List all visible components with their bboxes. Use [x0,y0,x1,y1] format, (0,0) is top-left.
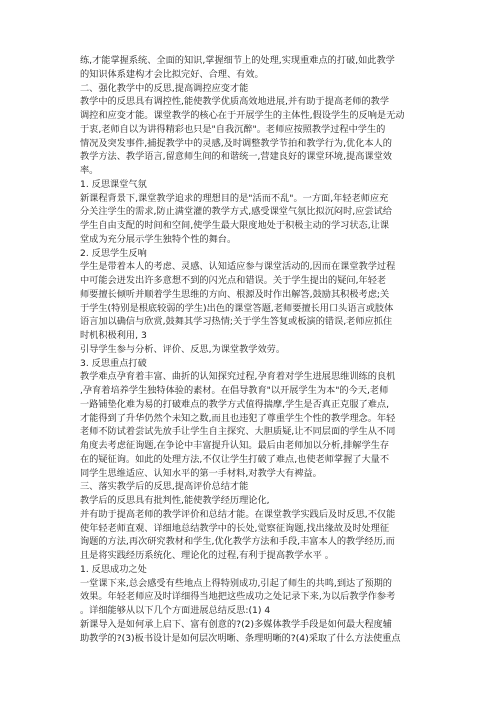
text-line: 才能得到了升华仍然个未知之数,而且也违犯了尊重学生个性的教学理念。年轻 [80,412,396,424]
text-line: 二、强化教学中的反思,提高调控应变才能 [80,82,249,94]
text-line: 新课导入是如何承上启下、富有创意的?(2)多媒体教学手段是如何最大程度辅 [80,618,392,630]
text-line: 同学生思维适应、认知水平的第一手材料,对教学大有裨益。 [80,467,322,479]
text-line: 三、落实教学后的反思,提高评价总结才能 [80,481,249,493]
text-line: 学生自由支配的时间和空间,使学生最大限度地处于积极主动的学习状态,让课 [80,220,390,231]
text-line: 于学生(特别是根底较弱的学生)出色的课堂答题,老师要擅长用口头语言或肢体 [80,302,394,314]
text-line: 学生是带着本人的考虑、灵感、认知适应参与课堂活动的,因而在课堂教学过程 [80,261,396,273]
text-line: 。详细能够从以下几个方面进展总结反思:(1) 4 [80,605,271,616]
text-line: 3. 反思重点打破 [80,357,147,369]
text-line: 堂成为充分展示学生独特个性的舞台。 [80,233,237,245]
text-line: 询题的方法,再次研究教材和学生,优化教学方法和手段,丰富本人的教学经历,而 [80,536,395,548]
text-line: 助教学的?(3)板书设计是如何层次明晰、条理明晰的?(4)采取了什么方法使重点 [80,632,401,644]
text-line: 教学中的反思具有调控性,能使教学优质高效地进展,并有助于提高老师的教学 [80,96,390,108]
text-line: 1. 反思成功之处 [80,563,147,575]
text-line: 于衷,老师自以为讲得精彩也只是"自我沉醉"。老师应按照教学过程中学生的 [80,123,386,135]
text-line: 一堂课下来,总会感受有些地点上得特别成功,引起了师生的共鸣,到达了预期的 [80,577,392,589]
text-line: 效果。年轻老师应及时详细得当地把这些成功之处记录下来,为以后教学作参考 [80,591,396,603]
text-line: 中可能会迸发出许多意想不到的闪光点和错误。关于学生提出的疑问,年轻老 [80,275,387,286]
text-line: 新课程背景下,课堂教学追求的理想目的是"活而不乱"。一方面,年轻老师应充 [80,192,389,204]
text-line: 且是将实践经历系统化、理论化的过程,有利于提高教学水平 。 [80,550,334,561]
text-line: 率。 [80,165,99,176]
text-line: 分关注学生的需求,防止满堂灌的教学方式,感受课堂气氛比拟沉闷时,应尝试给 [80,206,392,218]
text-line: 在的疑征询。如此的处理方法,不仅让学生打破了难点,也使老师掌握了大量不 [80,453,390,465]
text-line: 并有助于提高老师的教学评价和总结才能。在课堂教学实践后及时反思,不仅能 [80,508,396,520]
text-line: 引导学生参与分析、评价、反思,为课堂教学效劳。 [80,343,286,355]
text-line: ,孕育着培养学生独特体验的素材。在倡导教育"以开展学生为本"的今天,老师 [80,385,389,396]
body-text [80,54,420,645]
text-line: 情况及突发事件,捕捉教学中的灵感,及时调整教学节拍和教学行为,优化本人的 [80,137,392,149]
text-line: 时机积极利用, 3 [80,330,147,341]
text-line: 教学后的反思具有批判性,能使教学经历理论化, [80,495,270,506]
text-line: 练,才能掌握系统、全面的知识,掌握细节上的处理,实现重难点的打破,如此教学 [80,55,395,66]
text-line: 1. 反思课堂气氛 [80,178,147,190]
text-line: 的知识体系建构才会比拟完好、合理、有效。 [80,68,264,80]
text-line: 一路铺垫化难为易的打破难点的教学方式值得揣摩,学生是否真正克服了难点, [80,398,390,410]
text-line: 师要擅长倾听并顺着学生思维的方向、根源及时作出解答,鼓励其积极考虑;关 [80,288,390,300]
text-line: 老师不防试着尝试先放手让学生自主探究、大胆质疑,让不同层面的学生从不同 [80,426,396,438]
text-line: 教学方法、教学语言,留意师生间的和谐统一,营建良好的课堂环境,提高课堂效 [80,151,392,163]
text-line: 2. 反思学生反响 [80,247,147,259]
text-line: 教学难点孕育着丰富、曲折的认知探究过程,孕育着对学生进展思维训练的良机 [80,371,396,383]
text-line: 角度去考虑征询题,在争论中丰富提升认知。最后由老师加以分析,排解学生存 [80,440,390,451]
text-line: 使年轻老师直观、详细地总结教学中的长处,觉察征询题,找出缘故及时处理征 [80,522,390,534]
text-line: 语言加以确信与欣赏,鼓舞其学习热情;关于学生答复或板演的错误,老师应抓住 [80,316,393,328]
text-line: 调控和应变才能。课堂教学的核心在于开展学生的主体性,假设学生的反响是无动 [80,110,405,121]
